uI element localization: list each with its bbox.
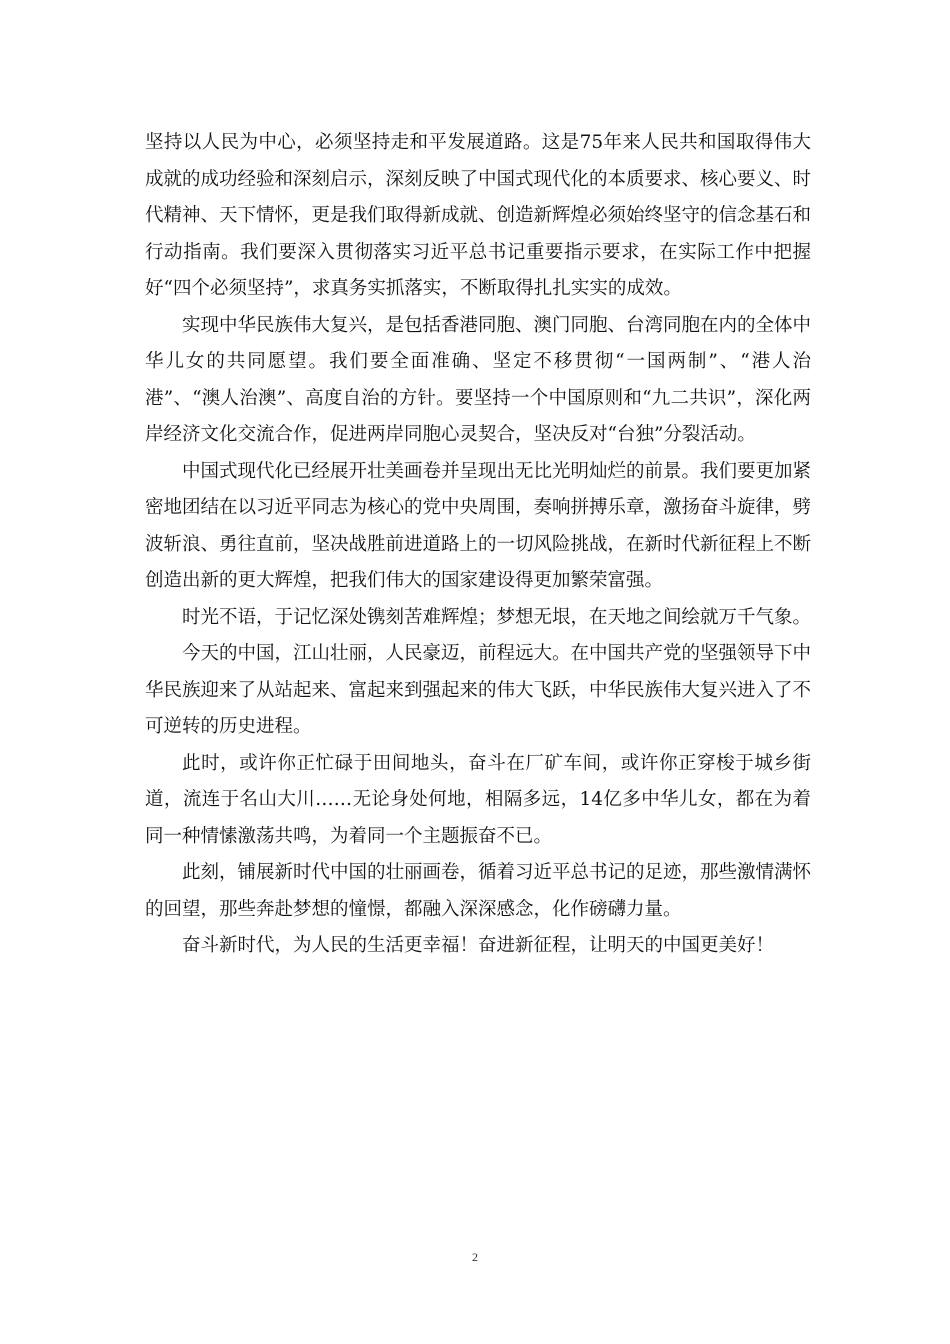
paragraph-6: 此时，或许你正忙碌于田间地头，奋斗在厂矿车间，或许你正穿梭于城乡街道，流连于名山大川……无论身处何地，相隔多远，14亿多中华儿女，都在为着同一种情愫激荡共鸣，为着同一个主题振奋不已。 [145,752,811,847]
paragraph-8: 奋斗新时代，为人民的生活更幸福！奋进新征程，让明天的中国更美好！ [182,935,775,956]
paragraph-5: 今天的中国，江山壮丽，人民豪迈，前程远大。在中国共产党的坚强领导下中华民族迎来了从站起来、富起来到强起来的伟大飞跃，中华民族伟大复兴进入了不可逆转的历史进程。 [145,643,812,737]
paragraph-1: 坚持以人民为中心，必须坚持走和平发展道路。这是75年来人民共和国取得伟大成就的成功经验和深刻启示，深刻反映了中国式现代化的本质要求、核心要义、时代精神、天下情怀，更是我们取得新成就、创造新辉煌必须始终坚守的信念基石和行动指南。我们要深入贯彻落实习近平总书记重要指示要求，在实际工作中把握好“四个必须坚持”，求真务实抓落实，不断取得扎扎实实的成效。 [145,132,812,299]
page-number: 2 [472,1250,478,1264]
paragraph-7: 此刻，铺展新时代中国的壮丽画卷，循着习近平总书记的足迹，那些激情满怀的回望，那些奔赴梦想的憧憬，都融入深深感念，化作磅礴力量。 [145,862,812,920]
paragraph-3: 中国式现代化已经展开壮美画卷并呈现出无比光明灿烂的前景。我们要更加紧密地团结在以习近平同志为核心的党中央周围，奏响拼搏乐章，激扬奋斗旋律，劈波斩浪、勇往直前，坚决战胜前进道路上的一切风险挑战，在新时代新征程上不断创造出新的更大辉煌，把我们伟大的国家建设得更加繁荣富强。 [145,460,812,591]
document-body [145,125,811,965]
paragraph-2: 实现中华民族伟大复兴，是包括香港同胞、澳门同胞、台湾同胞在内的全体中华儿女的共同愿望。我们要全面准确、坚定不移贯彻“一国两制”、“港人治港”、“澳人治澳”、高度自治的方针。要坚持一个中国原则和“九二共识”，深化两岸经济文化交流合作，促进两岸同胞心灵契合，坚决反对“台独”分裂活动。 [145,314,812,445]
paragraph-4: 时光不语，于记忆深处镌刻苦难辉煌；梦想无垠，在天地之间绘就万千气象。 [182,606,812,628]
